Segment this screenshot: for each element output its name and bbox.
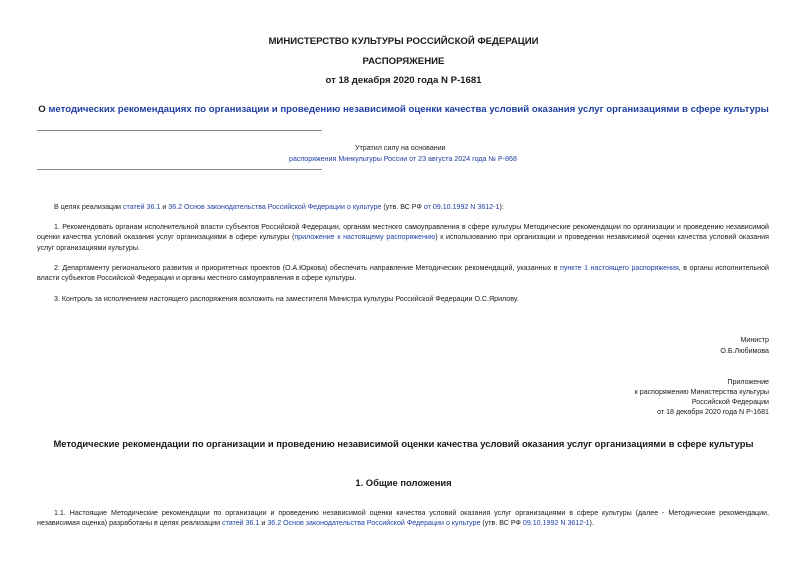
document-title bbox=[0, 104, 807, 115]
ministry-title: МИНИСТЕРСТВО КУЛЬТУРЫ РОССИЙСКОЙ ФЕДЕРАЦИИ bbox=[268, 36, 539, 47]
section-1-text: 1.1. Настоящие Методические рекомендации по организации и проведению независимой оценки качества условий оказания услуг организациями в сфере культуры (далее - Методические рекомендации, независимая оценка) разработаны в целях реализации bbox=[37, 509, 769, 528]
paragraph-1-text: ) к использованию при организации и проведении независимой оценки качества условий оказания услуг организациями культуры. bbox=[37, 233, 769, 252]
paragraph-1 bbox=[37, 222, 769, 253]
paragraph-2-text: 2. Департаменту регионального развития и приоритетных проектов (О.А.Юркова) обеспечить направление Методических рекомендаций, указанных в bbox=[54, 264, 560, 272]
preamble-text: ): bbox=[499, 203, 504, 211]
paragraph-1-text: 1. Рекомендовать органам исполнительной власти субъектов Российской Федерации, органам местного самоуправления в сфере культуры Методические рекомендации по организации и проведению независимой оценки качества условий оказания услуг организациями в сфере культуры ( bbox=[37, 223, 769, 242]
paragraph-3: 3. Контроль за исполнением настоящего распоряжения возложить на заместителя Министра культуры Российской Федерации О.С.Ярилову. bbox=[54, 295, 519, 303]
preamble-text: В целях реализации bbox=[54, 203, 123, 211]
section-1-text: и bbox=[259, 519, 268, 528]
link-law-date[interactable]: от 09.10.1992 N 3612-1 bbox=[423, 203, 500, 211]
appendix-label: Приложение bbox=[727, 378, 769, 386]
link-article-36-1-appendix[interactable]: статей 36.1 bbox=[222, 519, 260, 528]
document-type: РАСПОРЯЖЕНИЕ bbox=[362, 56, 445, 67]
divider-top bbox=[37, 130, 322, 131]
appendix-line-3: Российской Федерации bbox=[691, 398, 769, 406]
link-point-1[interactable]: пункте 1 настоящего распоряжения bbox=[559, 264, 679, 272]
divider-bottom bbox=[37, 169, 322, 170]
appendix-line-2: к распоряжению Министерства культуры bbox=[634, 388, 769, 396]
section-1-paragraph-1-1 bbox=[37, 508, 769, 529]
preamble-text: (утв. ВС РФ bbox=[381, 203, 424, 211]
link-appendix[interactable]: приложение к настоящему распоряжению bbox=[294, 233, 436, 242]
preamble-text: и bbox=[160, 203, 169, 211]
signature-name: О.Б.Любимова bbox=[720, 347, 769, 355]
section-1-text: ). bbox=[589, 519, 594, 528]
status-note-link[interactable]: распоряжения Минкультуры России от 23 августа 2024 года № Р-868 bbox=[289, 155, 517, 163]
link-article-36-1[interactable]: статей 36.1 bbox=[123, 203, 161, 211]
paragraph-2 bbox=[37, 263, 769, 284]
section-1-text: (утв. ВС РФ bbox=[480, 519, 523, 528]
signature-position: Министр bbox=[740, 336, 769, 344]
appendix-line-4: от 18 декабря 2020 года N Р-1681 bbox=[657, 408, 769, 416]
link-article-36-2-appendix[interactable]: 36.2 Основ законодательства Российской Федерации о культуре bbox=[267, 519, 481, 528]
preamble bbox=[54, 202, 504, 212]
section-1-heading: 1. Общие положения bbox=[355, 477, 452, 488]
appendix-title: Методические рекомендации по организации и проведению независимой оценки качества условий оказания услуг организациями в сфере культуры bbox=[53, 438, 754, 449]
status-note-text: Утратил силу на основании bbox=[355, 144, 446, 152]
document-date-number: от 18 декабря 2020 года N Р-1681 bbox=[325, 75, 482, 86]
link-law-date-appendix[interactable]: 09.10.1992 N 3612-1 bbox=[522, 519, 590, 528]
document-title-link[interactable]: методических рекомендациях по организации и проведению независимой оценки качества условий оказания услуг организациями в сфере культуры bbox=[48, 104, 769, 115]
document-title-prefix: О bbox=[38, 104, 49, 115]
paragraph-2-text: , в органы исполнительной власти субъектов Российской Федерации и органы местного самоуправления в сфере культуры. bbox=[37, 264, 769, 283]
link-article-36-2[interactable]: 36.2 Основ законодательства Российской Федерации о культуре bbox=[168, 203, 382, 211]
